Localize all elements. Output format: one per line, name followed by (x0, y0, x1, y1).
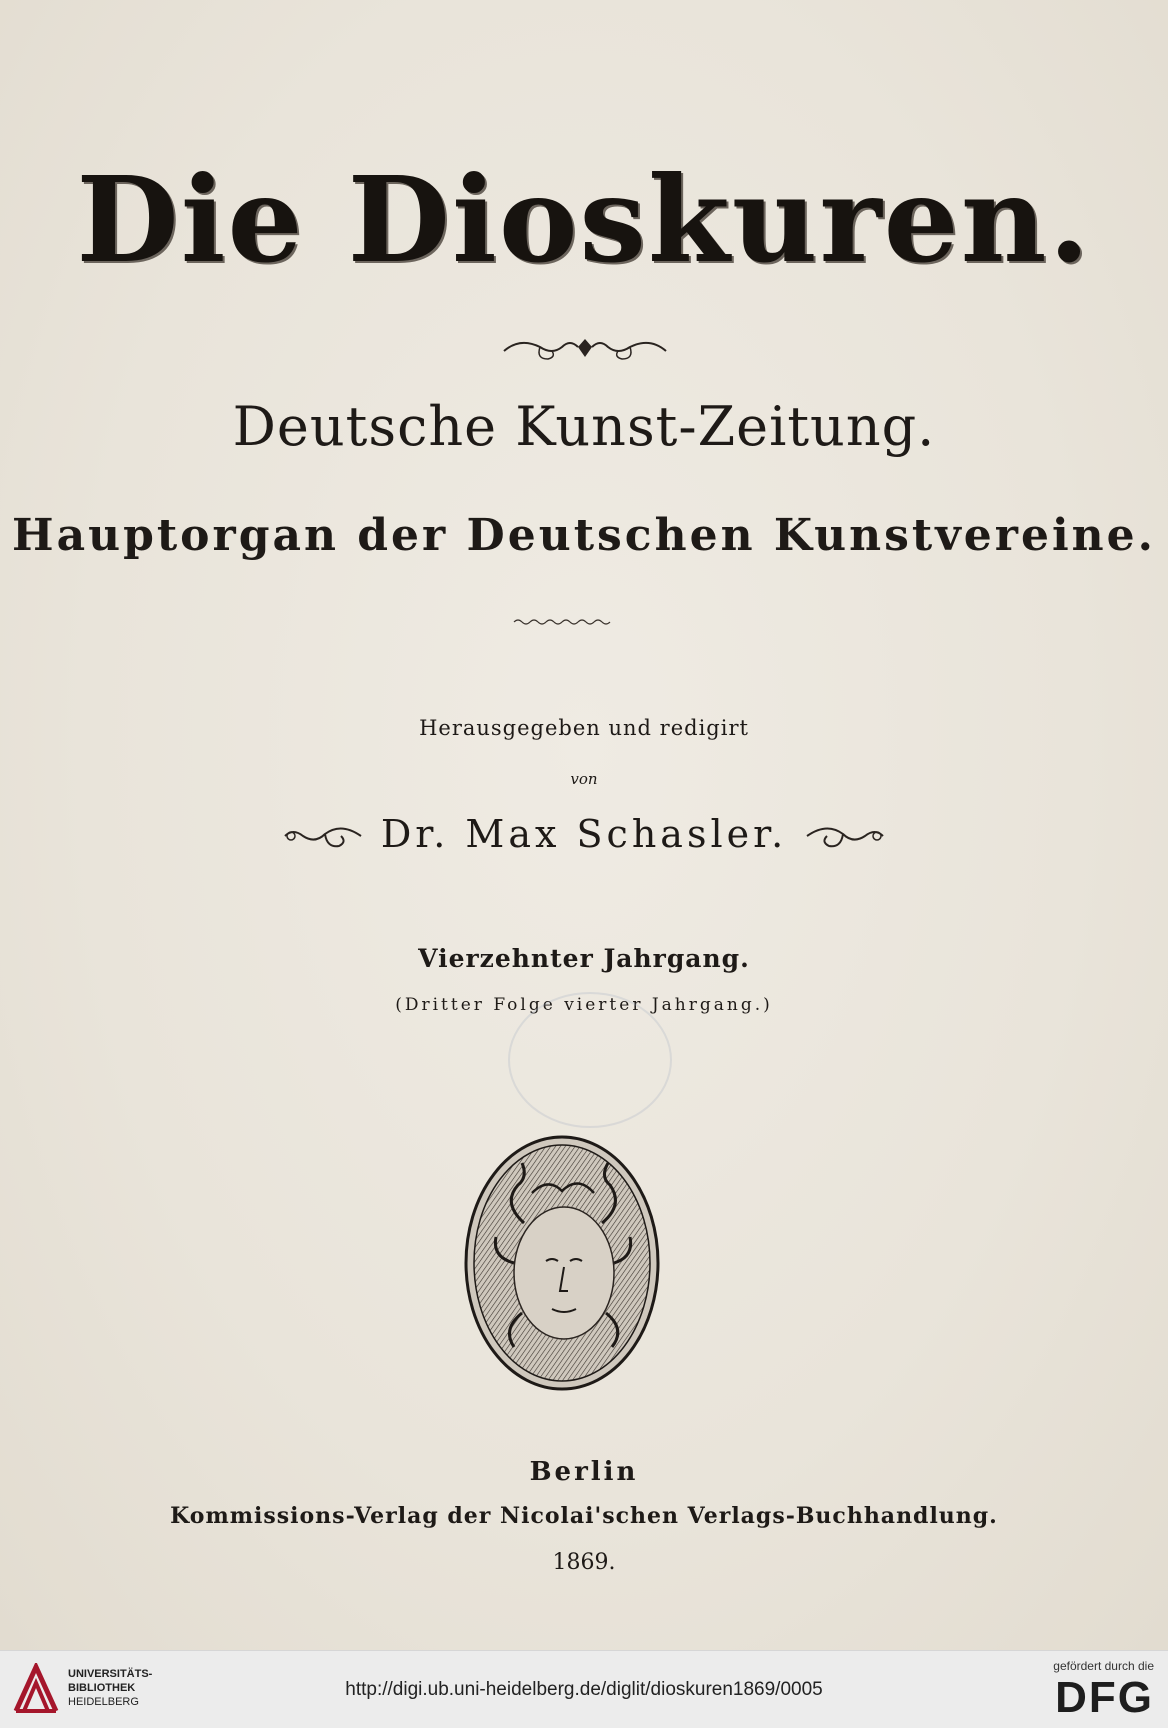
wavy-rule (512, 617, 616, 627)
library-name-line-1: UNIVERSITÄTS- (68, 1668, 153, 1680)
digitization-footer (0, 1650, 1168, 1728)
permalink-url[interactable]: http://digi.ub.uni-heidelberg.de/diglit/dioskuren1869/0005 (345, 1679, 823, 1700)
left-scroll-ornament (281, 814, 363, 854)
journal-subtitle: Deutsche Kunst-Zeitung. (232, 395, 936, 458)
volume-line: Vierzehnter Jahrgang. (418, 944, 750, 973)
journal-title: Die Dioskuren. (76, 150, 1092, 289)
library-name-line-3: HEIDELBERG (68, 1696, 139, 1708)
by-line: von (570, 770, 598, 788)
flourish-ornament (500, 333, 670, 369)
publisher-line: Kommissions-Verlag der Nicolai'schen Verlags-Buchhandlung. (170, 1503, 998, 1529)
edited-by-line: Herausgegeben und redigirt (419, 716, 749, 740)
publication-city: Berlin (529, 1457, 639, 1487)
right-scroll-ornament (805, 814, 887, 854)
publication-year: 1869. (552, 1550, 616, 1575)
editor-line (0, 812, 1168, 863)
journal-subtitle-2: Hauptorgan der Deutschen Kunstvereine. (12, 510, 1156, 561)
dfg-logo: DFG (1055, 1673, 1154, 1722)
series-line: (Dritter Folge vierter Jahrgang.) (395, 995, 773, 1015)
library-name-line-2: BIBLIOTHEK (68, 1682, 136, 1694)
medusa-medallion-illustration (462, 1133, 662, 1393)
faint-library-stamp (508, 992, 672, 1128)
funded-by-label: gefördert durch die (1053, 1659, 1154, 1673)
editor-name: Dr. Max Schasler. (380, 812, 788, 856)
